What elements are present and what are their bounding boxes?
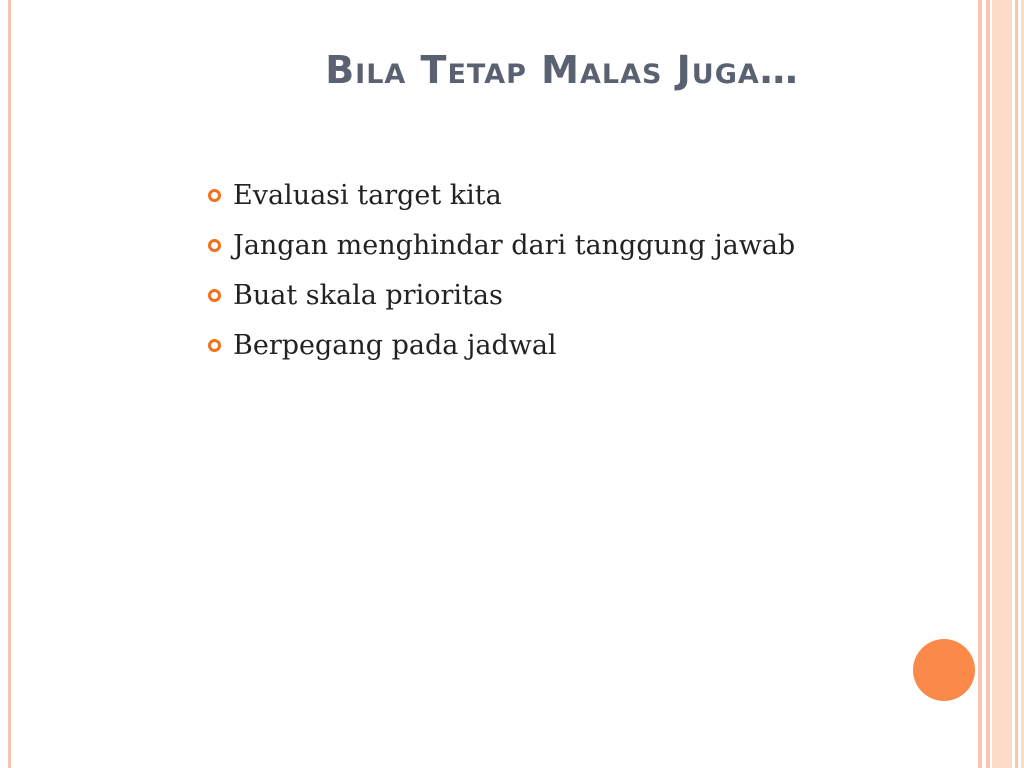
bullet-item xyxy=(208,320,795,370)
bullet-item xyxy=(208,170,795,220)
frame-stripe xyxy=(978,0,982,768)
frame-stripe xyxy=(1015,0,1018,768)
frame-stripe xyxy=(992,0,1012,768)
decorative-circle xyxy=(913,639,975,701)
bullet-text: Buat skala prioritas xyxy=(233,279,503,311)
bullet-list xyxy=(208,170,795,370)
slide-title: Bila Tetap Malas Juga… xyxy=(325,48,799,92)
bullet-text: Jangan menghindar dari tanggung jawab xyxy=(233,229,796,261)
bullet-circle-icon xyxy=(208,239,221,252)
bullet-circle-icon xyxy=(208,189,221,202)
bullet-item xyxy=(208,220,795,270)
bullet-circle-icon xyxy=(208,339,221,352)
bullet-text: Berpegang pada jadwal xyxy=(233,329,557,361)
bullet-circle-icon xyxy=(208,289,221,302)
left-frame-stripe xyxy=(8,0,11,768)
right-frame-decoration xyxy=(978,0,1024,768)
bullet-text: Evaluasi target kita xyxy=(233,179,502,211)
frame-stripe xyxy=(986,0,990,768)
bullet-item xyxy=(208,270,795,320)
